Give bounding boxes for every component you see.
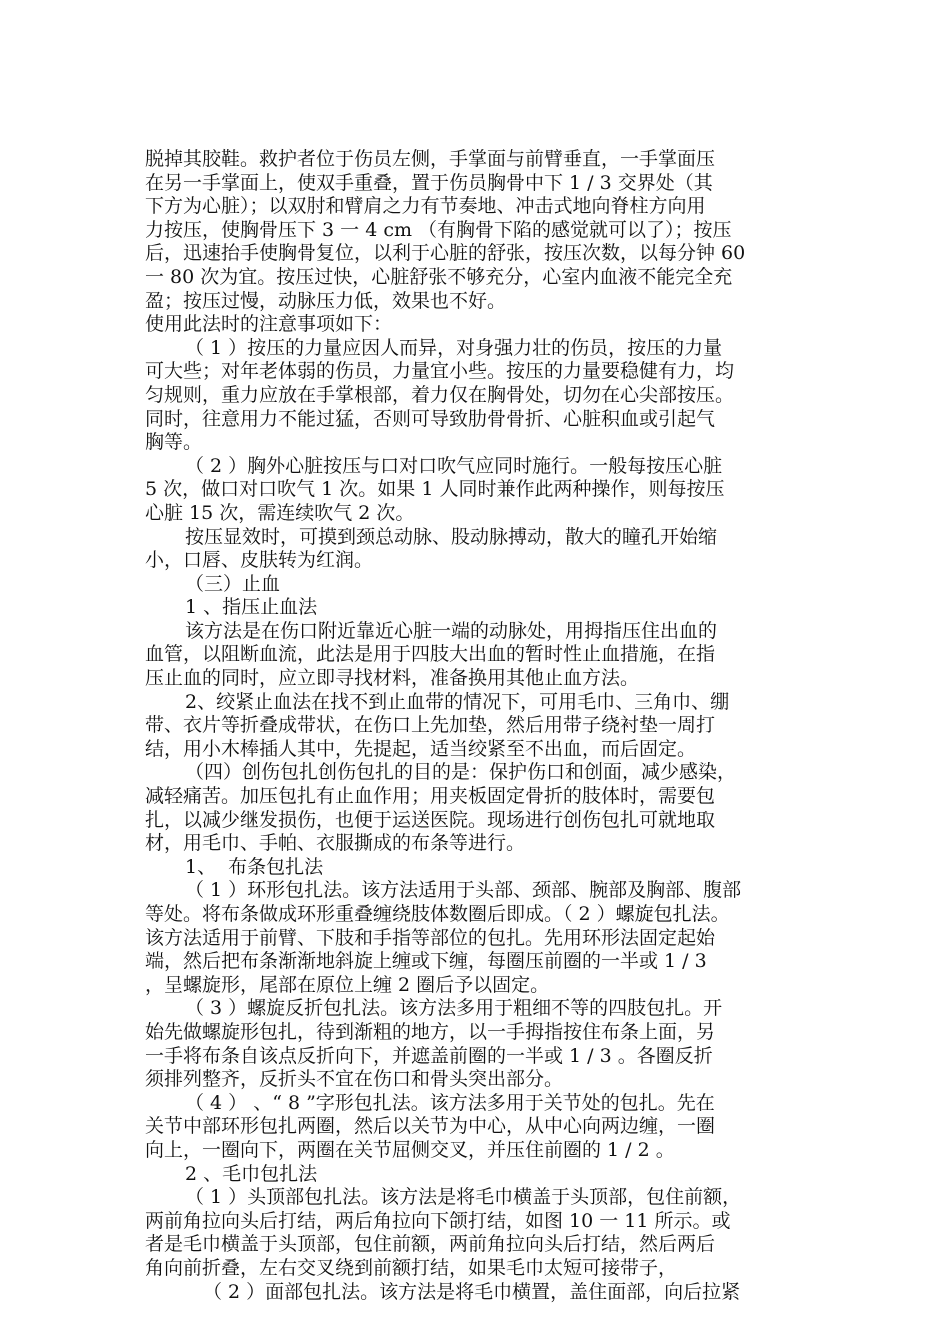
text-line: （ 2 ）面部包扎法。该方法是将毛巾横置，盖住面部，向后拉紧	[203, 1280, 741, 1303]
text-line: 在另一手掌面上，使双手重叠，置于伤员胸骨中下 1 / 3 交界处（其	[145, 171, 713, 194]
text-line: 胸等。	[145, 431, 203, 454]
text-line: 一手将布条自该点反折向下，并遮盖前圈的一半或 1 / 3 。各圈反折	[145, 1044, 713, 1067]
text-line: 两前角拉向头后打结，两后角拉向下颌打结，如图 10 一 11 所示。或	[145, 1209, 731, 1232]
text-line: （ 1 ）按压的力量应因人而异，对身强力壮的伤员，按压的力量	[185, 336, 723, 359]
text-line: ，呈螺旋形，尾部在原位上缠 2 圈后予以固定。	[145, 973, 550, 996]
text-line: 减轻痛苦。加压包扎有止血作用；用夹板固定骨折的肢体时，需要包	[145, 785, 716, 808]
text-line: 材，用毛巾、手帕、衣服撕成的布条等进行。	[145, 832, 526, 855]
text-line: （三）止血	[185, 572, 281, 595]
text-line: 可大些；对年老体弱的伤员，力量宜小些。按压的力量要稳健有力，均	[145, 360, 735, 383]
text-line: 扎，以减少继发损伤，也便于运送医院。现场进行创伤包扎可就地取	[145, 808, 716, 831]
text-line: 2、绞紧止血法在找不到止血带的情况下，可用毛巾、三角巾、绷	[185, 690, 730, 713]
text-line: 该方法适用于前臂、下肢和手指等部位的包扎。先用环形法固定起始	[145, 926, 716, 949]
text-line: 带、衣片等折叠成带状，在伤口上先加垫，然后用带子绕衬垫一周打	[145, 714, 716, 737]
text-line: 等处。将布条做成环形重叠缠绕肢体数圈后即成。（ 2 ）螺旋包扎法。	[145, 903, 730, 925]
text-line: （ 2 ）胸外心脏按压与口对口吹气应同时施行。一般每按压心脏	[185, 454, 723, 477]
text-line: （四）创伤包扎创伤包扎的目的是：保护伤口和创面，减少感染，	[185, 761, 737, 784]
text-line: 使用此法时的注意事项如下：	[145, 313, 393, 336]
text-line: （ 3 ）螺旋反折包扎法。该方法多用于粗细不等的四肢包扎。开	[185, 997, 723, 1020]
text-line: 者是毛巾横盖于头顶部，包住前额，两前角拉向头后打结，然后两后	[145, 1233, 716, 1256]
text-line: 力按压，使胸骨压下 3 一 4 cm （有胸骨下陷的感觉就可以了）；按压	[145, 218, 732, 241]
text-line: 始先做螺旋形包扎，待到渐粗的地方，以一手拇指按住布条上面，另	[145, 1020, 716, 1043]
text-line: （ 1 ）头顶部包扎法。该方法是将毛巾横盖于头顶部，包住前额，	[185, 1186, 742, 1209]
text-line: 压止血的同时，应立即寻找材料，准备换用其他止血方法。	[145, 667, 640, 690]
text-line: 按压显效时，可摸到颈总动脉、股动脉搏动，散大的瞳孔开始缩	[185, 525, 718, 548]
text-line: 后，迅速抬手使胸骨复位，以利于心脏的舒张，按压次数，以每分钟 60	[145, 242, 746, 265]
text-line: 该方法是在伤口附近靠近心脏一端的动脉处，用拇指压住出血的	[185, 619, 718, 642]
text-line: 脱掉其胶鞋。救护者位于伤员左侧，手掌面与前臂垂直，一手掌面压	[145, 148, 716, 170]
text-line: 1、 布条包扎法	[185, 855, 324, 878]
text-line: 结，用小木棒插人其中，先提起，适当绞紧至不出血，而后固定。	[145, 737, 697, 760]
text-line: （ 4 ） 、“ 8 ”字形包扎法。该方法多用于关节处的包扎。先在	[185, 1091, 715, 1114]
text-line: （ 1 ）环形包扎法。该方法适用于头部、颈部、腕部及胸部、腹部	[185, 879, 742, 902]
text-line: 心脏 15 次，需连续吹气 2 次。	[145, 501, 415, 524]
text-line: 血管，以阻断血流，此法是用于四肢大出血的暂时性止血措施，在指	[145, 643, 716, 666]
document-page	[145, 148, 815, 1304]
text-line: 须排列整齐，反折头不宜在伤口和骨头突出部分。	[145, 1068, 564, 1091]
text-line: 1 、指压止血法	[185, 596, 318, 619]
text-line: 2 、毛巾包扎法	[185, 1162, 318, 1185]
text-line: 向上，一圈向下，两圈在关节屈侧交叉，并压住前圈的 1 / 2 。	[145, 1138, 675, 1161]
text-line: 匀规则，重力应放在手掌根部，着力仅在胸骨处，切勿在心尖部按压。	[145, 383, 735, 406]
text-line: 同时，往意用力不能过猛，否则可导致肋骨骨折、心脏积血或引起气	[145, 407, 716, 430]
text-line: 一 80 次为宜。按压过快，心脏舒张不够充分，心室内血液不能完全充	[145, 265, 733, 288]
text-line: 小，口唇、皮肤转为红润。	[145, 549, 374, 572]
text-line: 角向前折叠，左右交叉绕到前额打结，如果毛巾太短可接带子，	[145, 1256, 678, 1279]
text-line: 下方为心脏）；以双肘和臂肩之力有节奏地、冲击式地向脊柱方向用	[145, 195, 706, 218]
text-line: 端，然后把布条渐渐地斜旋上缠或下缠，每圈压前圈的一半或 1 / 3	[145, 950, 707, 973]
text-line: 5 次，做口对口吹气 1 次。如果 1 人同时兼作此两种操作，则每按压	[145, 478, 725, 501]
text-line: 关节中部环形包扎两圈，然后以关节为中心，从中心向两边缠，一圈	[145, 1115, 716, 1138]
text-line: 盈；按压过慢，动脉压力低，效果也不好。	[145, 289, 507, 312]
